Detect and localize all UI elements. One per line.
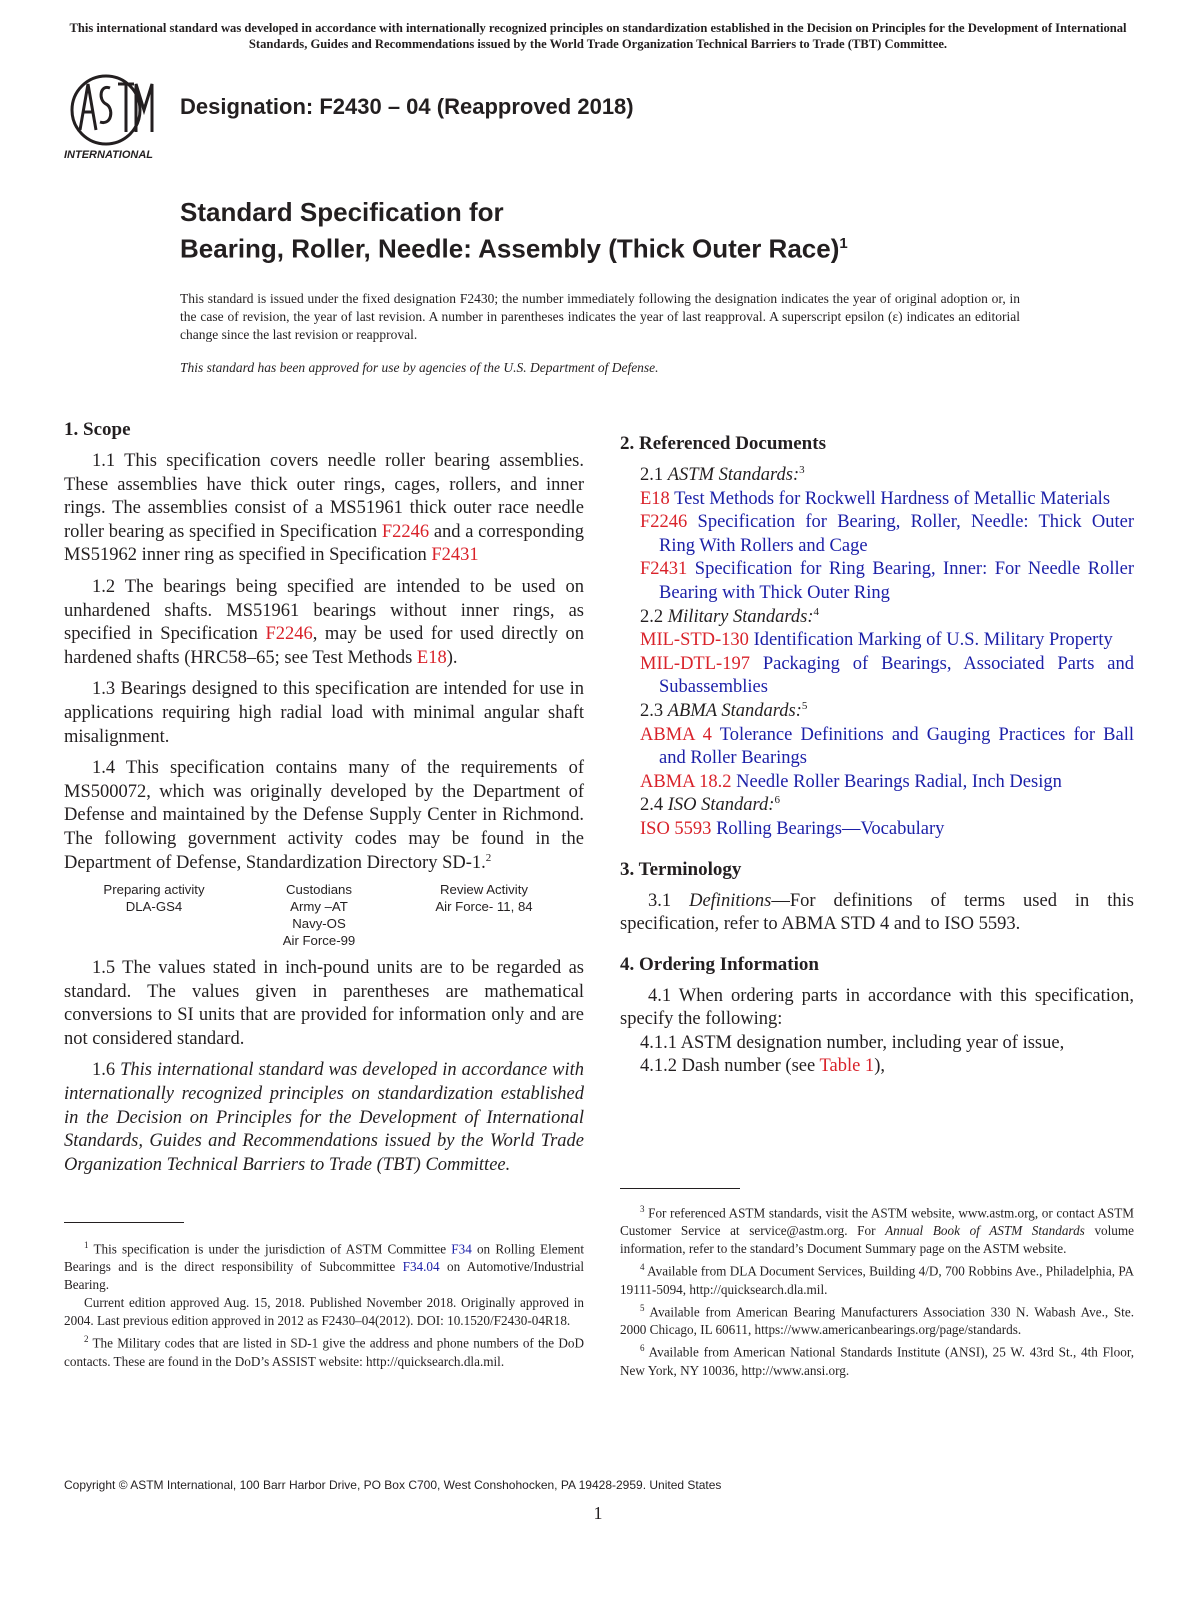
footnote-ref-5[interactable]: 5 (801, 699, 808, 712)
preamble: This standard is issued under the fixed designation F2430; the number immediately following the designation indicates the year of original adoption or, in the case of revision, the year of last revision. A number in parentheses indicates the year of last reapproval. A superscript epsilon (ε) indicates an editorial change since the last revision or reapproval. (180, 291, 1020, 342)
top-notice: This international standard was developed in accordance with internationally recognized principles on standardization established in the Decision on Principles for the Development of International Standards, Guides and Recommendations issued by the World Trade Organization Technical Barriers to Trade (TBT) Committee. (69, 21, 1127, 51)
para-1-6: 1.6 This international standard was developed in accordance with internationally recognized principles on standardization established in the Decision on Principles for the Development of International Standards, Guides and Recommendations issued by the World Trade Organization Technical Barriers to Trade (TBT) Committee. (64, 1060, 585, 1175)
military-standards-label: 2.2 Military Standards:$^4$ (640, 605, 820, 627)
section-3-heading: 3. Terminology (620, 858, 742, 880)
activity-value: Air Force-99 (282, 933, 356, 949)
footnote-ref-4[interactable]: 4 (813, 605, 820, 618)
activity-header: Review Activity (440, 882, 528, 898)
title-line-2 (180, 228, 848, 265)
title-block (180, 196, 848, 265)
footnote-ref-3[interactable]: 3 (799, 463, 805, 476)
link-f34[interactable]: F34 (451, 1241, 472, 1257)
footnote-divider-right (620, 1188, 740, 1189)
para-4-1-2: 4.1.2 Dash number (see Table 1), (640, 1056, 885, 1077)
activity-value: Army –AT (290, 899, 348, 915)
iso-standard-label: 2.4 ISO Standard:$^6$ (640, 794, 780, 816)
page-number: 1 (593, 1503, 603, 1523)
footnote-3: $^3$ For referenced ASTM standards, visit the ASTM website, www.astm.org, or contact ASTM Customer Service at service@astm.org. For Annual Book of ASTM Standards volume information, refer to the standard’s Document Summary page on the ASTM website. (620, 1204, 1135, 1257)
para-3-1: 3.1 Definitions—For definitions of terms used in this specification, refer to ABMA STD 4 and to ISO 5593. (620, 890, 1134, 935)
footnote-5: $^5$ Available from American Bearing Manufacturers Association 330 N. Wabash Ave., Ste. 2000 Chicago, IL 60611, https://www.americanbearings.org/page/standards. (620, 1302, 1134, 1338)
ref-abma-18-2[interactable]: ABMA 18.2 Needle Roller Bearings Radial, Inch Design (640, 771, 1062, 792)
link-f34-04[interactable]: F34.04 (402, 1259, 440, 1275)
para-1-2: 1.2 The bearings being specified are intended to be used on unhardened shafts. MS51961 bearings without inner rings, as specified in Specification F2246, may be used for used directly on hardened shafts (HRC58–65; see Test Methods E18). (64, 576, 584, 668)
activity-value: Air Force- 11, 84 (435, 899, 533, 915)
para-4-1: 4.1 When ordering parts in accordance with this specification, specify the following: (620, 985, 1134, 1030)
activity-value: Navy-OS (292, 916, 346, 932)
astm-standards-label: 2.1 ASTM Standards:$^3$ (640, 463, 805, 485)
ref-mil-std-130[interactable]: MIL-STD-130 Identification Marking of U.S. Military Property (640, 630, 1113, 651)
section-2-heading: 2. Referenced Documents (620, 433, 826, 454)
link-e18[interactable]: E18 (416, 647, 447, 668)
footnote-ref-2[interactable]: 2 (485, 851, 492, 864)
abma-standards-label: 2.3 ABMA Standards:$^5$ (640, 699, 808, 721)
ref-f2246[interactable]: F2246 Specification for Bearing, Roller, Needle: Thick Outer Ring With Rollers and Cage (640, 512, 1134, 556)
copyright-line: Copyright © ASTM International, 100 Barr Harbor Drive, PO Box C700, West Conshohocken, PA 19428-2959. United States (64, 1478, 722, 1492)
title-main: Bearing, Roller, Needle: Assembly (Thick Outer Race) (180, 233, 840, 264)
footnote-2: $^2$ The Military codes that are listed in SD-1 give the address and phone numbers of the DoD contacts. These are found in the DoD’s ASSIST website: http://quicksearch.dla.mil. (64, 1334, 584, 1369)
ref-mil-dtl-197[interactable]: MIL-DTL-197 Packaging of Bearings, Associated Parts and Subassemblies (640, 653, 1134, 698)
referenced-documents-list (620, 464, 1134, 842)
title-line-1: Standard Specification for (180, 197, 504, 227)
ref-f2431[interactable]: F2431 Specification for Ring Bearing, Inner: For Needle Roller Bearing with Thick Outer Ring (640, 559, 1134, 603)
para-1-3: 1.3 Bearings designed to this specification are intended for use in applications requiring high radial load with minimal angular shaft misalignment. (64, 679, 584, 747)
section-1-heading: 1. Scope (64, 419, 131, 440)
activity-value: DLA-GS4 (125, 899, 183, 915)
activity-col-preparing (64, 881, 244, 949)
link-f2431[interactable]: F2431 (431, 545, 479, 566)
ref-abma-4[interactable]: ABMA 4 Tolerance Definitions and Gauging Practices for Ball and Roller Bearings (640, 724, 1134, 769)
designation: Designation: F2430 – 04 (Reapproved 2018) (180, 94, 634, 119)
section-4-heading: 4. Ordering Information (620, 953, 819, 975)
footnote-1: $^1$ This specification is under the jurisdiction of ASTM Committee F34 on Rolling Element Bearings and is the direct responsibility of Subcommittee F34.04 on Automotive/Industrial Bearing. (64, 1240, 584, 1293)
link-table-1[interactable]: Table 1 (819, 1056, 875, 1077)
activity-col-review (394, 881, 574, 949)
activity-table (64, 881, 584, 949)
link-f2246[interactable]: F2246 (265, 624, 313, 645)
footnote-1-edition: Current edition approved Aug. 15, 2018. Published November 2018. Originally approved in 2004. Last previous edition approved in 2012 as F2430–04(2012). DOI: 10.1520/F2430-04R18. (64, 1295, 584, 1329)
dod-note: This standard has been approved for use by agencies of the U.S. Department of Defense. (180, 360, 659, 375)
astm-logo-icon (62, 70, 168, 162)
footnote-ref-6[interactable]: 6 (774, 794, 780, 807)
footnotes-right (620, 1200, 1134, 1380)
astm-logo (62, 70, 168, 162)
link-f2246[interactable]: F2246 (381, 521, 430, 542)
footnote-6: $^6$ Available from American National Standards Institute (ANSI), 25 W. 43rd St., 4th Floor, New York, NY 10036, http://www.ansi.org. (620, 1343, 1134, 1378)
title-footnote-mark: 1 (839, 235, 848, 252)
footnotes-left (64, 1236, 584, 1371)
para-4-1-1: 4.1.1 ASTM designation number, including year of issue, (640, 1032, 1065, 1053)
para-1-5: 1.5 The values stated in inch-pound units are to be regarded as standard. The values given in parentheses are mathematical conversions to SI units that are provided for information only and are not considered standard. (64, 958, 584, 1049)
left-column (64, 418, 584, 1185)
activity-header: Preparing activity (103, 882, 205, 898)
footnote-4: $^4$ Available from DLA Document Services, Building 4/D, 700 Robbins Ave., Philadelphia, PA 19111-5094, http://quicksearch.dla.mil. (620, 1262, 1134, 1297)
activity-col-custodians (244, 881, 394, 949)
footnote-divider-left (64, 1222, 184, 1223)
ref-iso-5593[interactable]: ISO 5593 Rolling Bearings—Vocabulary (640, 818, 945, 839)
para-1-4: 1.4 This specification contains many of the requirements of MS500072, which was originally developed by the Department of Defense and maintained by the Defense Supply Center in Richmond. The following government activity codes may be found in the Department of Defense, Standardization Directory SD-1.$^2$ (64, 758, 584, 873)
ref-e18[interactable]: E18 Test Methods for Rockwell Hardness of Metallic Materials (640, 488, 1111, 509)
para-1-1: 1.1 This specification covers needle roller bearing assemblies. These assemblies have thick outer rings, cages, rollers, and inner rings. The assemblies consist of a MS51961 thick outer race needle roller bearing as specified in Specification F2246 and a corresponding MS51962 inner ring as specified in Specification F2431 (64, 451, 584, 566)
logo-international-text: INTERNATIONAL (64, 149, 154, 161)
right-column (620, 430, 1134, 1079)
activity-header: Custodians (286, 882, 352, 898)
